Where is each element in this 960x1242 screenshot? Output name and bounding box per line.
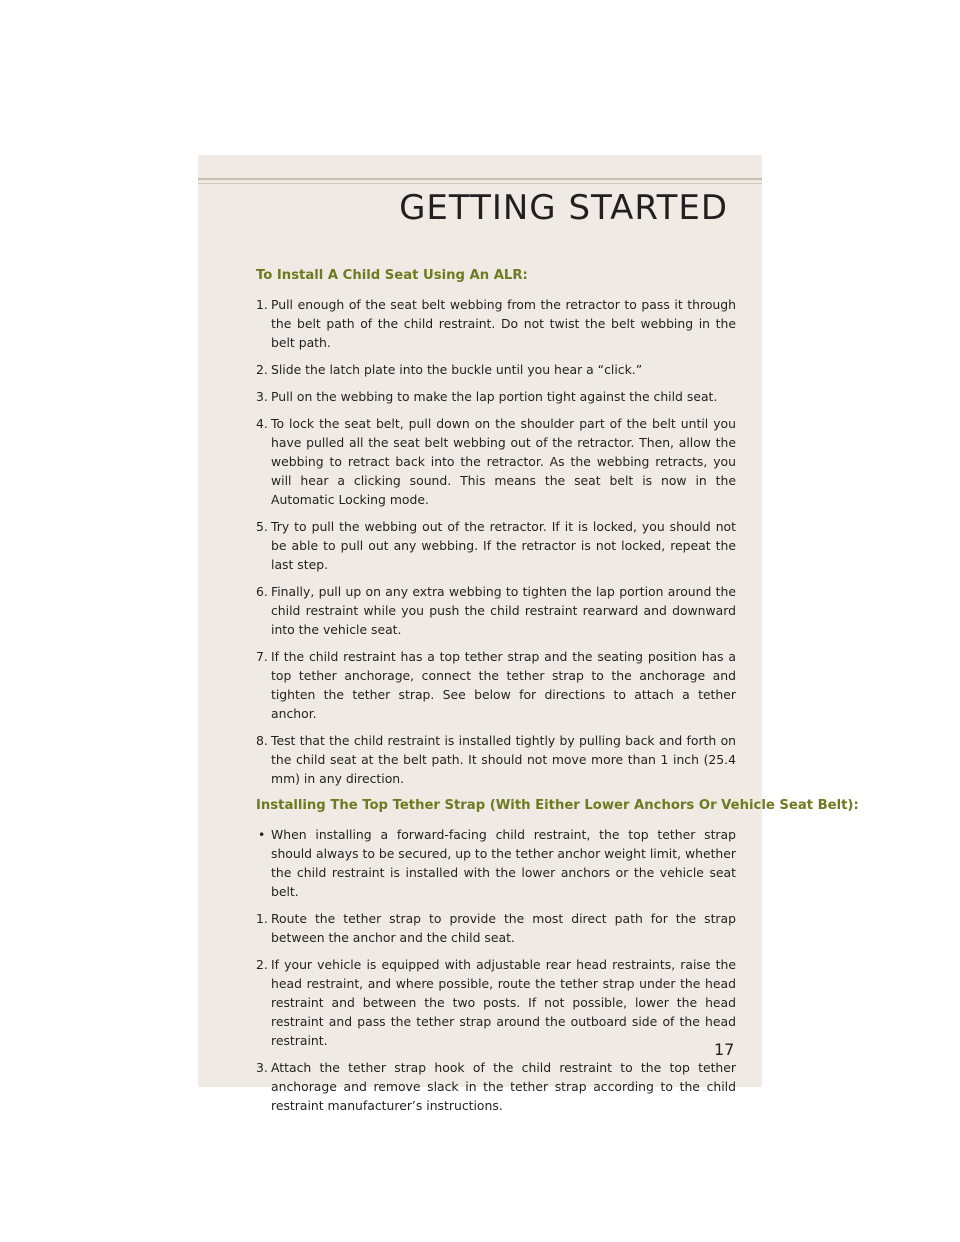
list-item	[256, 360, 736, 379]
bullet-dot: •	[258, 827, 266, 842]
step-number: 6.	[256, 584, 268, 599]
step-text: Slide the latch plate into the buckle until you hear a “click.”	[271, 362, 643, 377]
header-rule	[198, 178, 762, 180]
list-item	[256, 1058, 736, 1115]
list-item	[256, 582, 736, 639]
bullet-item	[256, 825, 736, 901]
tether-steps-list	[256, 909, 736, 1115]
step-text: If the child restraint has a top tether strap and the seating position has a top tether anchorage, connect the tether strap to the anchorage and tighten the tether strap. See below for directions to attach a tether anchor.	[271, 649, 736, 721]
list-item	[256, 517, 736, 574]
list-item	[256, 647, 736, 723]
step-number: 1.	[256, 911, 268, 926]
step-number: 5.	[256, 519, 268, 534]
step-number: 2.	[256, 362, 268, 377]
list-item	[256, 909, 736, 947]
section-title: GETTING STARTED	[399, 188, 728, 228]
step-text: Pull on the webbing to make the lap portion tight against the child seat.	[271, 389, 718, 404]
list-item	[256, 955, 736, 1050]
step-number: 3.	[256, 1060, 268, 1075]
step-text: If your vehicle is equipped with adjustable rear head restraints, raise the head restraint, and where possible, route the tether strap under the head restraint and between the two posts. If not possible, lower the head restraint and pass the tether strap around the outboard side of the head restraint.	[271, 957, 736, 1048]
header-rule-thin	[198, 183, 762, 184]
list-item	[256, 295, 736, 352]
tether-bullets	[256, 825, 736, 901]
list-item	[256, 731, 736, 788]
step-text: Pull enough of the seat belt webbing from the retractor to pass it through the belt path of the child restraint. Do not twist the belt webbing in the belt path.	[271, 297, 736, 350]
step-number: 3.	[256, 389, 268, 404]
alr-steps-list	[256, 295, 736, 788]
step-text: Test that the child restraint is installed tightly by pulling back and forth on the child seat at the belt path. It should not move more than 1 inch (25.4 mm) in any direction.	[271, 733, 736, 786]
step-text: Finally, pull up on any extra webbing to tighten the lap portion around the child restraint while you push the child restraint rearward and downward into the vehicle seat.	[271, 584, 736, 637]
step-number: 4.	[256, 416, 268, 431]
step-number: 8.	[256, 733, 268, 748]
step-number: 2.	[256, 957, 268, 972]
page-content	[256, 266, 859, 1123]
step-text: Try to pull the webbing out of the retractor. If it is locked, you should not be able to pull out any webbing. If the retractor is not locked, repeat the last step.	[271, 519, 736, 572]
step-text: To lock the seat belt, pull down on the shoulder part of the belt until you have pulled all the seat belt webbing out of the retractor. Then, allow the webbing to retract back into the retractor. As the webbing retracts, you will hear a clicking sound. This means the seat belt is now in the Automatic Locking mode.	[271, 416, 736, 507]
list-item	[256, 414, 736, 509]
list-item	[256, 387, 736, 406]
step-text: Attach the tether strap hook of the child restraint to the top tether anchorage and remove slack in the tether strap according to the child restraint manufacturer’s instructions.	[271, 1060, 736, 1113]
bullet-text: When installing a forward-facing child restraint, the top tether strap should always to be secured, up to the tether anchor weight limit, whether the child restraint is installed with the lower anchors or the vehicle seat belt.	[271, 827, 736, 899]
alr-heading: To Install A Child Seat Using An ALR:	[256, 268, 528, 283]
tether-heading: Installing The Top Tether Strap (With Either Lower Anchors Or Vehicle Seat Belt):	[256, 798, 859, 813]
step-number: 1.	[256, 297, 268, 312]
step-number: 7.	[256, 649, 268, 664]
step-text: Route the tether strap to provide the most direct path for the strap between the anchor and the child seat.	[271, 911, 736, 945]
page-number: 17	[714, 1040, 735, 1059]
